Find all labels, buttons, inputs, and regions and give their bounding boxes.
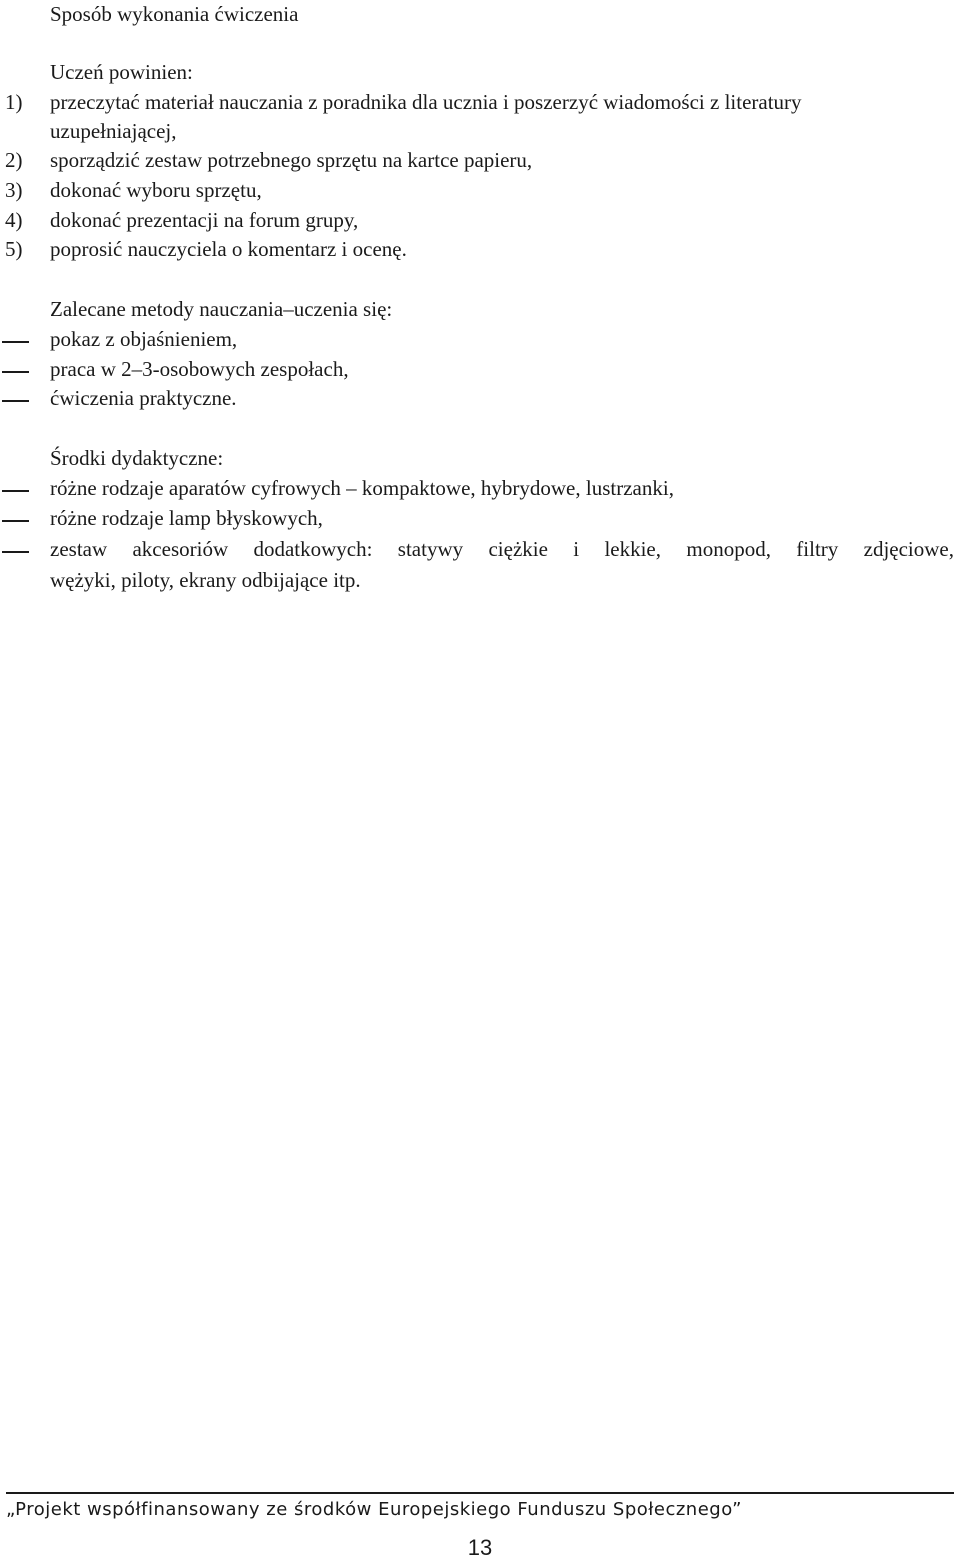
- item-number: 1): [5, 90, 23, 114]
- item-text-continuation: uzupełniającej,: [50, 119, 177, 143]
- item-text-continuation: wężyki, piloty, ekrany odbijające itp.: [50, 568, 361, 592]
- item-text: różne rodzaje aparatów cyfrowych – kompaktowe, hybrydowe, lustrzanki,: [50, 476, 674, 500]
- dash-bullet: [2, 371, 29, 373]
- section-title: Sposób wykonania ćwiczenia: [50, 2, 299, 26]
- item-number: 5): [5, 237, 23, 261]
- item-text: ćwiczenia praktyczne.: [50, 386, 237, 410]
- item-text: sporządzić zestaw potrzebnego sprzętu na kartce papieru,: [50, 148, 533, 172]
- item-text: dokonać wyboru sprzętu,: [50, 178, 262, 202]
- dash-bullet: [2, 341, 29, 343]
- item-text: zestaw akcesoriów dodatkowych: statywy ciężkie i lekkie, monopod, filtry zdjęciowe,: [50, 537, 954, 561]
- item-text: dokonać prezentacji na forum grupy,: [50, 208, 359, 232]
- dash-bullet: [2, 490, 29, 492]
- item-number: 3): [5, 178, 23, 202]
- item-text: poprosić nauczyciela o komentarz i ocenę.: [50, 237, 407, 261]
- item-text: przeczytać materiał nauczania z poradnika dla ucznia i poszerzyć wiadomości z literatury: [50, 90, 802, 114]
- footer-divider: [6, 1492, 954, 1494]
- item-text: pokaz z objaśnieniem,: [50, 327, 238, 351]
- dash-bullet: [2, 551, 29, 553]
- footer-funding-note: „Projekt współfinansowany ze środków Europejskiego Funduszu Społecznego”: [6, 1499, 742, 1520]
- item-text: różne rodzaje lamp błyskowych,: [50, 506, 323, 530]
- student-tasks-heading: Uczeń powinien:: [50, 60, 193, 84]
- dash-bullet: [2, 520, 29, 522]
- item-text: praca w 2–3-osobowych zespołach,: [50, 357, 349, 381]
- methods-heading: Zalecane metody nauczania–uczenia się:: [50, 297, 393, 321]
- item-number: 2): [5, 148, 23, 172]
- item-number: 4): [5, 208, 23, 232]
- teaching-aids-heading: Środki dydaktyczne:: [50, 446, 224, 470]
- page-number: 13: [467, 1535, 493, 1560]
- dash-bullet: [2, 400, 29, 402]
